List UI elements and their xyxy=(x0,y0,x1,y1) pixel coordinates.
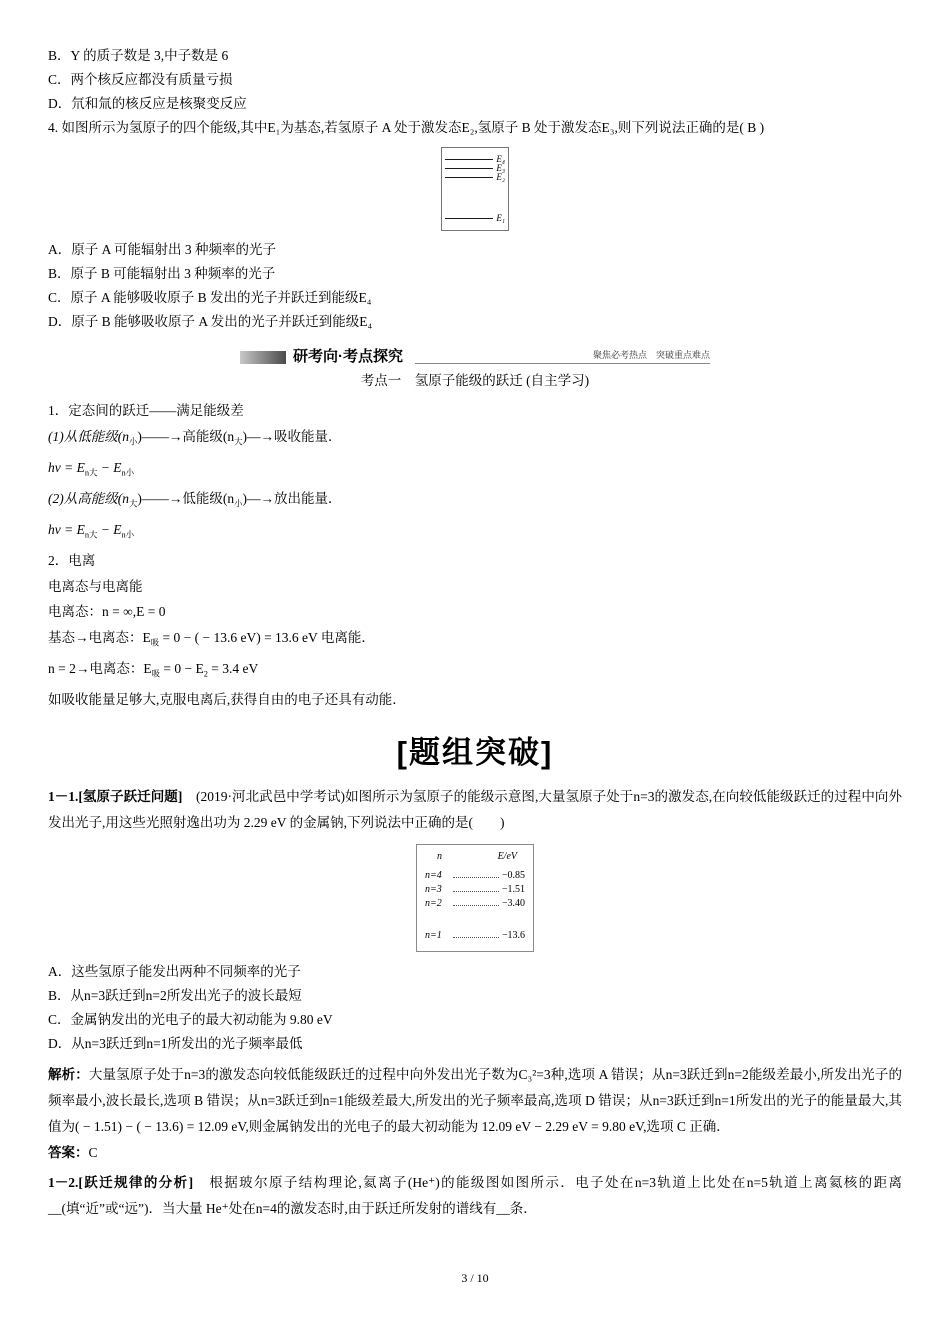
banner-title: 研考向·考点探究 xyxy=(293,348,403,365)
level-value: −13.6 xyxy=(501,929,525,941)
energy-level-diagram-q11 xyxy=(416,844,534,952)
q4-option-c: C．原子 A 能够吸收原子 B 发出的光子并跃迁到能级E₄ xyxy=(48,290,372,305)
text: (2)从高能级(n xyxy=(48,490,129,506)
text: = 3.4 eV xyxy=(207,660,259,676)
answer-line xyxy=(48,1140,902,1166)
text: )—→放出能量． xyxy=(242,490,342,506)
level-label: n=1 xyxy=(425,929,442,941)
level-label: n=3 xyxy=(425,883,442,895)
subscript: 小 xyxy=(129,437,138,447)
level-label-e1: E₁ xyxy=(496,213,505,223)
energy-level-diagram-q4 xyxy=(441,147,509,231)
study-line-1 xyxy=(48,424,902,455)
diagram-col-e: E/eV xyxy=(497,850,517,862)
subscript: n大 xyxy=(84,468,98,478)
q11-option-b: B．从n=3跃迁到n=2所发出光子的波长最短 xyxy=(48,987,302,1003)
option-line-d: D．氘和氚的核反应是核聚变反应 xyxy=(48,96,247,111)
answer-label: 答案： xyxy=(48,1144,89,1160)
subscript: n大 xyxy=(84,530,98,540)
text: )——→低能级(n xyxy=(137,490,235,506)
text: = 0 − E xyxy=(160,660,204,676)
question-1-1-stem: (2019·河北武邑中学考试)如图所示为氢原子的能级示意图,大量氢原子处于n=3的激发态,在向较低能级跃迁的过程中向外发出光子,用这些光照射逸出功为 2.29 eV 的金属钠,下列说法中正确的是( ) xyxy=(48,788,902,830)
study-title-1: 1．定态间的跃迁——满足能级差 xyxy=(48,403,244,418)
dotted-leader xyxy=(453,877,499,878)
level-label-e3: E₃ xyxy=(496,163,505,173)
study-formula-2 xyxy=(48,517,902,548)
level-line xyxy=(445,159,493,160)
banner-gradient-block xyxy=(240,351,286,364)
level-value: −1.51 xyxy=(501,883,525,895)
level-label-e4: E₄ xyxy=(496,154,505,164)
page-number: 3 / 10 xyxy=(461,1271,489,1285)
subscript: n小 xyxy=(121,468,135,478)
dotted-leader xyxy=(453,891,499,892)
option-line-b: B．Y 的质子数是 3,中子数是 6 xyxy=(48,48,229,63)
answer-value: C xyxy=(88,1144,98,1160)
analysis-label: 解析： xyxy=(48,1066,89,1082)
section-banner xyxy=(240,348,710,364)
study-line-2 xyxy=(48,486,902,517)
subscript: 大 xyxy=(234,437,243,447)
question-1-2-stem: 根据玻尔原子结构理论,氦离子(He⁺)的能级图如图所示．电子处在n=3轨道上比处在n=5轨道上离氦核的距离__(填“近”或“远”)．当大量 He⁺处在n=4的激发态时,由于跃迁所发射的谱线有__条． xyxy=(48,1174,902,1216)
study-line-3: 电离态与电离能 xyxy=(48,578,143,594)
q11-option-a: A．这些氢原子能发出两种不同频率的光子 xyxy=(48,963,301,979)
text: n = 2→电离态：E xyxy=(48,660,152,676)
level-row-n2 xyxy=(425,895,525,909)
subscript: 2 xyxy=(203,669,208,679)
formula-text: hν = E xyxy=(48,459,85,475)
text: )—→吸收能量． xyxy=(242,428,342,444)
q4-option-d: D．原子 B 能够吸收原子 A 发出的光子并跃迁到能级E₄ xyxy=(48,314,373,329)
formula-text: − E xyxy=(97,459,122,475)
subscript: 吸 xyxy=(151,669,160,679)
diagram-col-n: n xyxy=(437,850,442,862)
study-line-4: 电离态：n = ∞,E = 0 xyxy=(48,604,166,620)
group-breakthrough-title: [题组突破] xyxy=(396,734,554,770)
banner-rule xyxy=(415,348,710,364)
level-label: n=4 xyxy=(425,869,442,881)
subscript: 吸 xyxy=(150,638,160,648)
level-row-e2 xyxy=(445,173,505,182)
diagram-header xyxy=(437,851,517,862)
analysis-text: 大量氢原子处于n=3的激发态向较低能级跃迁的过程中向外发出光子数为C₃²=3种,选项 A 错误；从n=3跃迁到n=2能级差最小,所发出光子的频率最小,波长最长,选项 B 错误；从n=3跃迁到n=1能级差最大,所发出的光子频率最高,选项 D 错误；从n=3跃迁到n=1所发出的光子的能量最大,其值为( − 1.51) − ( − 13.6) = 12.09 eV,则金属钠发出的光电子的最大初动能为 12.09 eV − 2.29 eV = 9.80 eV,选项 C 正确． xyxy=(48,1066,903,1134)
level-line xyxy=(445,177,493,178)
subscript: 大 xyxy=(129,499,138,509)
diagram-gap xyxy=(425,909,525,927)
text: 基态→电离态：E xyxy=(48,629,151,645)
level-row-n1 xyxy=(425,927,525,941)
question-1-2-tag: 1－2.[跃迁规律的分析] xyxy=(48,1174,194,1190)
level-row-e1 xyxy=(445,214,505,223)
text: (1)从低能级(n xyxy=(48,428,129,444)
option-line-c: C．两个核反应都没有质量亏损 xyxy=(48,72,233,87)
dotted-leader xyxy=(453,937,499,938)
study-line-7: 如吸收能量足够大,克服电离后,获得自由的电子还具有动能． xyxy=(48,692,406,708)
kaodian-heading: 考点一 氢原子能级的跃迁 (自主学习) xyxy=(360,373,590,388)
level-label-e2: E₂ xyxy=(496,172,505,182)
formula-text: − E xyxy=(97,522,122,538)
level-label: n=2 xyxy=(425,897,442,909)
level-row-n3 xyxy=(425,881,525,895)
q4-option-a: A．原子 A 可能辐射出 3 种频率的光子 xyxy=(48,242,277,257)
subscript: n小 xyxy=(121,530,135,540)
banner-subtitle: 聚焦必考热点 突破重点难点 xyxy=(592,350,710,360)
study-formula-1 xyxy=(48,455,902,486)
text: = 0 − ( − 13.6 eV) = 13.6 eV 电离能． xyxy=(159,629,375,645)
study-title-2: 2．电离 xyxy=(48,553,96,569)
subscript: 小 xyxy=(234,499,243,509)
study-line-5 xyxy=(48,625,902,656)
formula-text: hν = E xyxy=(48,522,85,538)
question-4-stem: 4. 如图所示为氢原子的四个能级,其中E₁为基态,若氢原子 A 处于激发态E₂,氢原子 B 处于激发态E₃,则下列说法正确的是( B ) xyxy=(48,120,765,135)
study-line-6 xyxy=(48,656,902,687)
q4-option-b: B．原子 B 可能辐射出 3 种频率的光子 xyxy=(48,266,276,281)
level-line xyxy=(445,218,493,219)
level-value: −0.85 xyxy=(501,869,525,881)
level-row-n4 xyxy=(425,867,525,881)
dotted-leader xyxy=(453,905,499,906)
question-1-1 xyxy=(48,784,902,836)
level-value: −3.40 xyxy=(501,897,525,909)
text: )——→高能级(n xyxy=(137,428,235,444)
q11-option-d: D．从n=3跃迁到n=1所发出的光子频率最低 xyxy=(48,1035,303,1051)
level-line xyxy=(445,168,493,169)
q11-option-c: C．金属钠发出的光电子的最大初动能为 9.80 eV xyxy=(48,1011,333,1027)
question-1-2 xyxy=(48,1170,902,1222)
question-1-1-tag: 1－1.[氢原子跃迁问题] xyxy=(48,788,183,804)
analysis-paragraph xyxy=(48,1062,902,1140)
